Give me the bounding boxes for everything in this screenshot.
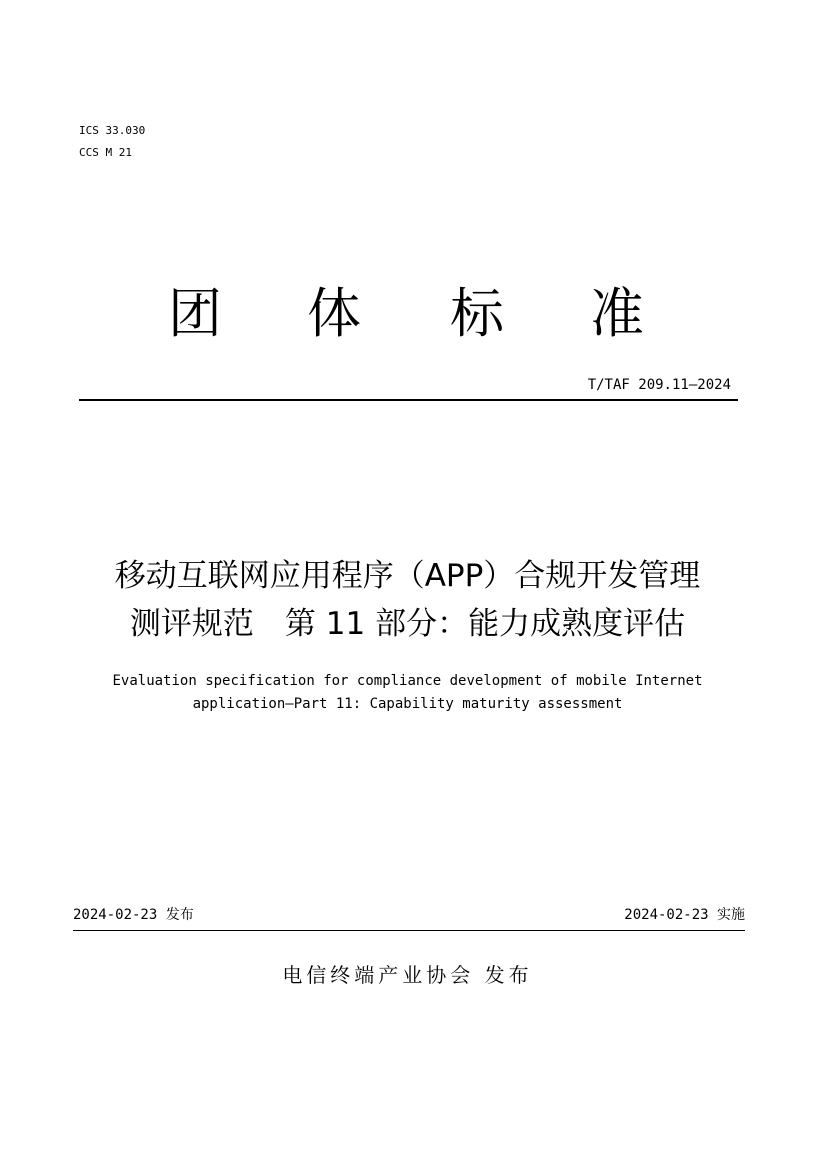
title-char: 标 <box>450 282 504 345</box>
ics-code: ICS 33.030 <box>79 124 146 137</box>
footer-divider <box>73 930 745 931</box>
title-char: 团 <box>168 282 222 345</box>
chinese-title-line-2: 测评规范 第 11 部分：能力成熟度评估 <box>129 606 686 642</box>
title-char: 准 <box>590 282 644 345</box>
publish-date: 2024-02-23 发布 <box>73 907 194 923</box>
publisher: 电信终端产业协会 发布 <box>282 963 533 987</box>
ccs-code: CCS M 21 <box>79 146 132 159</box>
english-title-line-1: Evaluation specification for compliance development of mobile Internet <box>112 673 703 689</box>
chinese-title <box>40 552 775 648</box>
english-title-line-2: application—Part 11: Capability maturity assessment <box>192 696 623 712</box>
implementation-date: 2024-02-23 实施 <box>624 907 745 923</box>
header-divider <box>79 399 738 401</box>
document-type-title <box>0 282 815 346</box>
english-title <box>40 670 775 716</box>
chinese-title-line-1: 移动互联网应用程序（APP）合规开发管理 <box>114 558 701 594</box>
title-char: 体 <box>307 282 361 345</box>
standard-number: T/TAF 209.11—2024 <box>587 377 731 393</box>
